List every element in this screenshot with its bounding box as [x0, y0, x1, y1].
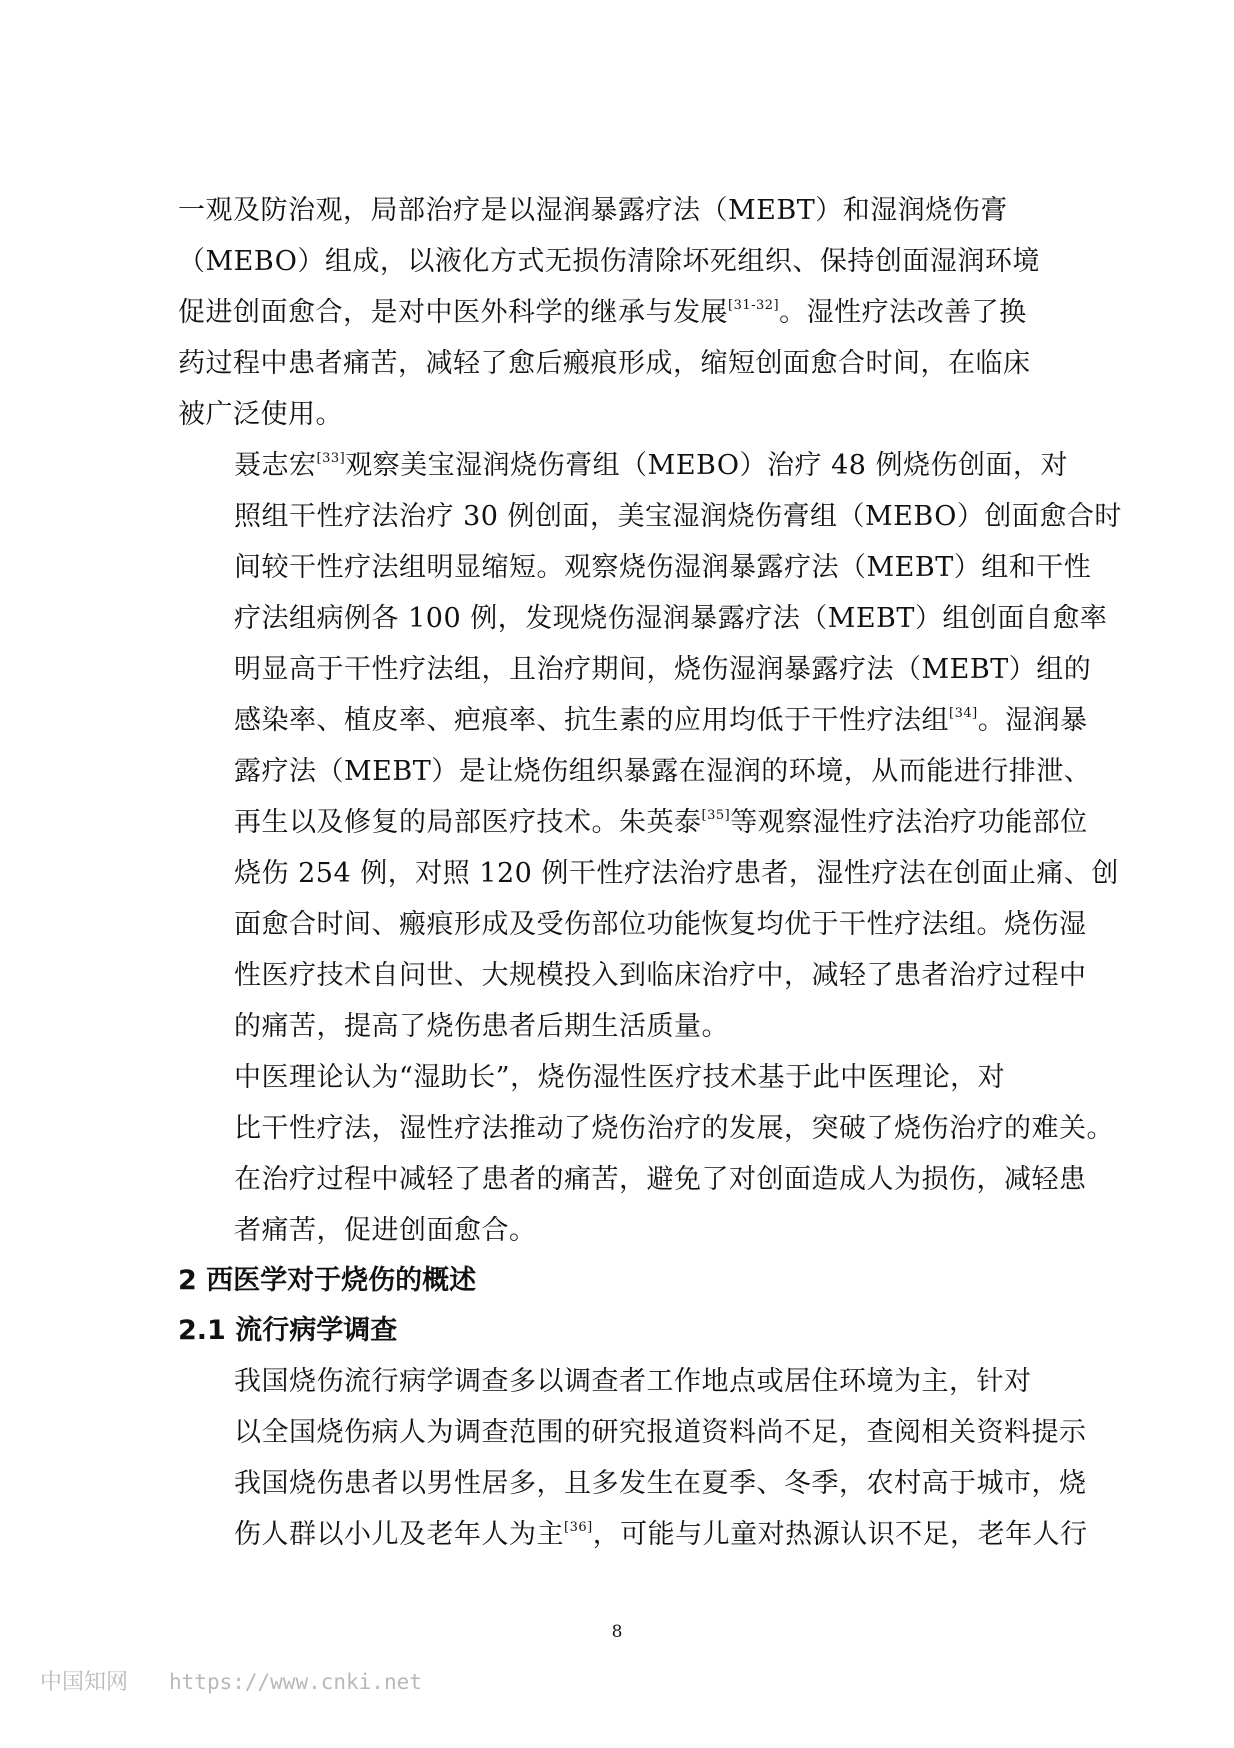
paragraph — [178, 440, 1122, 1052]
text-segment: 聂志宏 — [234, 450, 317, 481]
text-line — [178, 899, 1087, 950]
text-segment: 一观及防治观，局部治疗是以湿润暴露疗法（MEBT）和湿润烧伤膏 — [178, 195, 1008, 226]
text-segment: 者痛苦，促进创面愈合。 — [234, 1215, 537, 1246]
text-segment: 在治疗过程中减轻了患者的痛苦，避免了对创面造成人为损伤，减轻患 — [234, 1164, 1087, 1195]
text-segment: 性医疗技术自问世、大规模投入到临床治疗中，减轻了患者治疗过程中 — [234, 960, 1087, 991]
text-segment: 等观察湿性疗法治疗功能部位 — [730, 807, 1088, 838]
text-segment: 中医理论认为“湿助长”，烧伤湿性医疗技术基于此中医理论，对 — [234, 1062, 1006, 1093]
text-line — [178, 389, 1078, 440]
text-segment: 烧伤 254 例，对照 120 例干性疗法治疗患者，湿性疗法在创面止痛、创 — [234, 858, 1119, 889]
citation-reference: [34] — [949, 706, 978, 721]
text-segment: ，可能与儿童对热源认识不足，老年人行 — [592, 1519, 1088, 1550]
text-segment: 露疗法（MEBT）是让烧伤组织暴露在湿润的环境，从而能进行排泄、 — [234, 756, 1092, 787]
text-segment: 明显高于干性疗法组，且治疗期间，烧伤湿润暴露疗法（MEBT）组的 — [234, 654, 1092, 685]
text-line — [178, 848, 1119, 899]
text-line — [178, 1103, 1114, 1154]
text-segment: 药过程中患者痛苦，减轻了愈后瘢痕形成，缩短创面愈合时间，在临床 — [178, 348, 1031, 379]
text-segment: 促进创面愈合，是对中医外科学的继承与发展 — [178, 297, 728, 328]
text-segment: 我国烧伤流行病学调查多以调查者工作地点或居住环境为主，针对 — [234, 1366, 1032, 1397]
text-segment: 感染率、植皮率、疤痕率、抗生素的应用均低于干性疗法组 — [234, 705, 949, 736]
text-segment: 。湿性疗法改善了换 — [779, 297, 1027, 328]
citation-reference: [31-32] — [728, 298, 780, 313]
text-line — [178, 746, 1092, 797]
text-segment: 疗法组病例各 100 例，发现烧伤湿润暴露疗法（MEBT）组创面自愈率 — [234, 603, 1108, 634]
text-line — [178, 950, 1087, 1001]
paragraph — [178, 1356, 1088, 1560]
text-line — [178, 185, 1078, 236]
text-line — [178, 644, 1092, 695]
text-line — [178, 287, 1078, 338]
citation-reference: [33] — [316, 451, 346, 466]
text-line — [178, 1356, 1078, 1407]
text-segment: 再生以及修复的局部医疗技术。朱英泰 — [234, 807, 702, 838]
text-segment: 间较干性疗法组明显缩短。观察烧伤湿润暴露疗法（MEBT）组和干性 — [234, 552, 1092, 583]
body-text-block — [178, 185, 1122, 1256]
text-segment: 被广泛使用。 — [178, 399, 343, 430]
text-segment: 的痛苦，提高了烧伤患者后期生活质量。 — [234, 1011, 729, 1042]
text-line — [178, 440, 1078, 491]
subsection-heading: 2.1 流行病学调查 — [178, 1315, 398, 1346]
text-segment: 以全国烧伤病人为调查范围的研究报道资料尚不足，查阅相关资料提示 — [234, 1417, 1087, 1448]
text-line — [178, 542, 1092, 593]
body-text-block — [178, 1356, 1088, 1560]
text-segment: 观察美宝湿润烧伤膏组（MEBO）治疗 48 例烧伤创面，对 — [345, 450, 1069, 481]
text-line — [178, 1458, 1087, 1509]
text-segment: 照组干性疗法治疗 30 例创面，美宝湿润烧伤膏组（MEBO）创面愈合时 — [234, 501, 1122, 532]
text-line — [178, 1407, 1087, 1458]
text-line — [178, 593, 1108, 644]
text-line — [178, 1205, 1078, 1256]
page-body — [178, 185, 1122, 1560]
citation-reference: [36] — [564, 1520, 593, 1535]
text-segment: 面愈合时间、瘢痕形成及受伤部位功能恢复均优于干性疗法组。烧伤湿 — [234, 909, 1087, 940]
section-heading: 2 西医学对于烧伤的概述 — [178, 1265, 477, 1296]
text-segment: 伤人群以小儿及老年人为主 — [234, 1519, 564, 1550]
watermark-site-name: 中国知网 — [40, 1670, 129, 1695]
text-line — [178, 797, 1088, 848]
text-line — [178, 1509, 1088, 1560]
watermark — [40, 1665, 422, 1696]
text-line — [178, 1052, 1078, 1103]
text-line — [178, 338, 1078, 389]
text-segment: （MEBO）组成，以液化方式无损伤清除坏死组织、保持创面湿润环境 — [178, 246, 1040, 277]
text-line — [178, 1001, 1078, 1052]
text-line — [178, 1154, 1087, 1205]
paragraph — [178, 1052, 1114, 1256]
page-number: 8 — [611, 1622, 623, 1642]
watermark-url: https://www.cnki.net — [169, 1670, 422, 1694]
text-line — [178, 491, 1122, 542]
text-line — [178, 236, 1078, 287]
paragraph — [178, 185, 1078, 440]
text-segment: 我国烧伤患者以男性居多，且多发生在夏季、冬季，农村高于城市，烧 — [234, 1468, 1087, 1499]
text-segment: 比干性疗法，湿性疗法推动了烧伤治疗的发展，突破了烧伤治疗的难关。 — [234, 1113, 1114, 1144]
citation-reference: [35] — [701, 808, 731, 823]
text-segment: 。湿润暴 — [977, 705, 1088, 736]
text-line — [178, 695, 1088, 746]
